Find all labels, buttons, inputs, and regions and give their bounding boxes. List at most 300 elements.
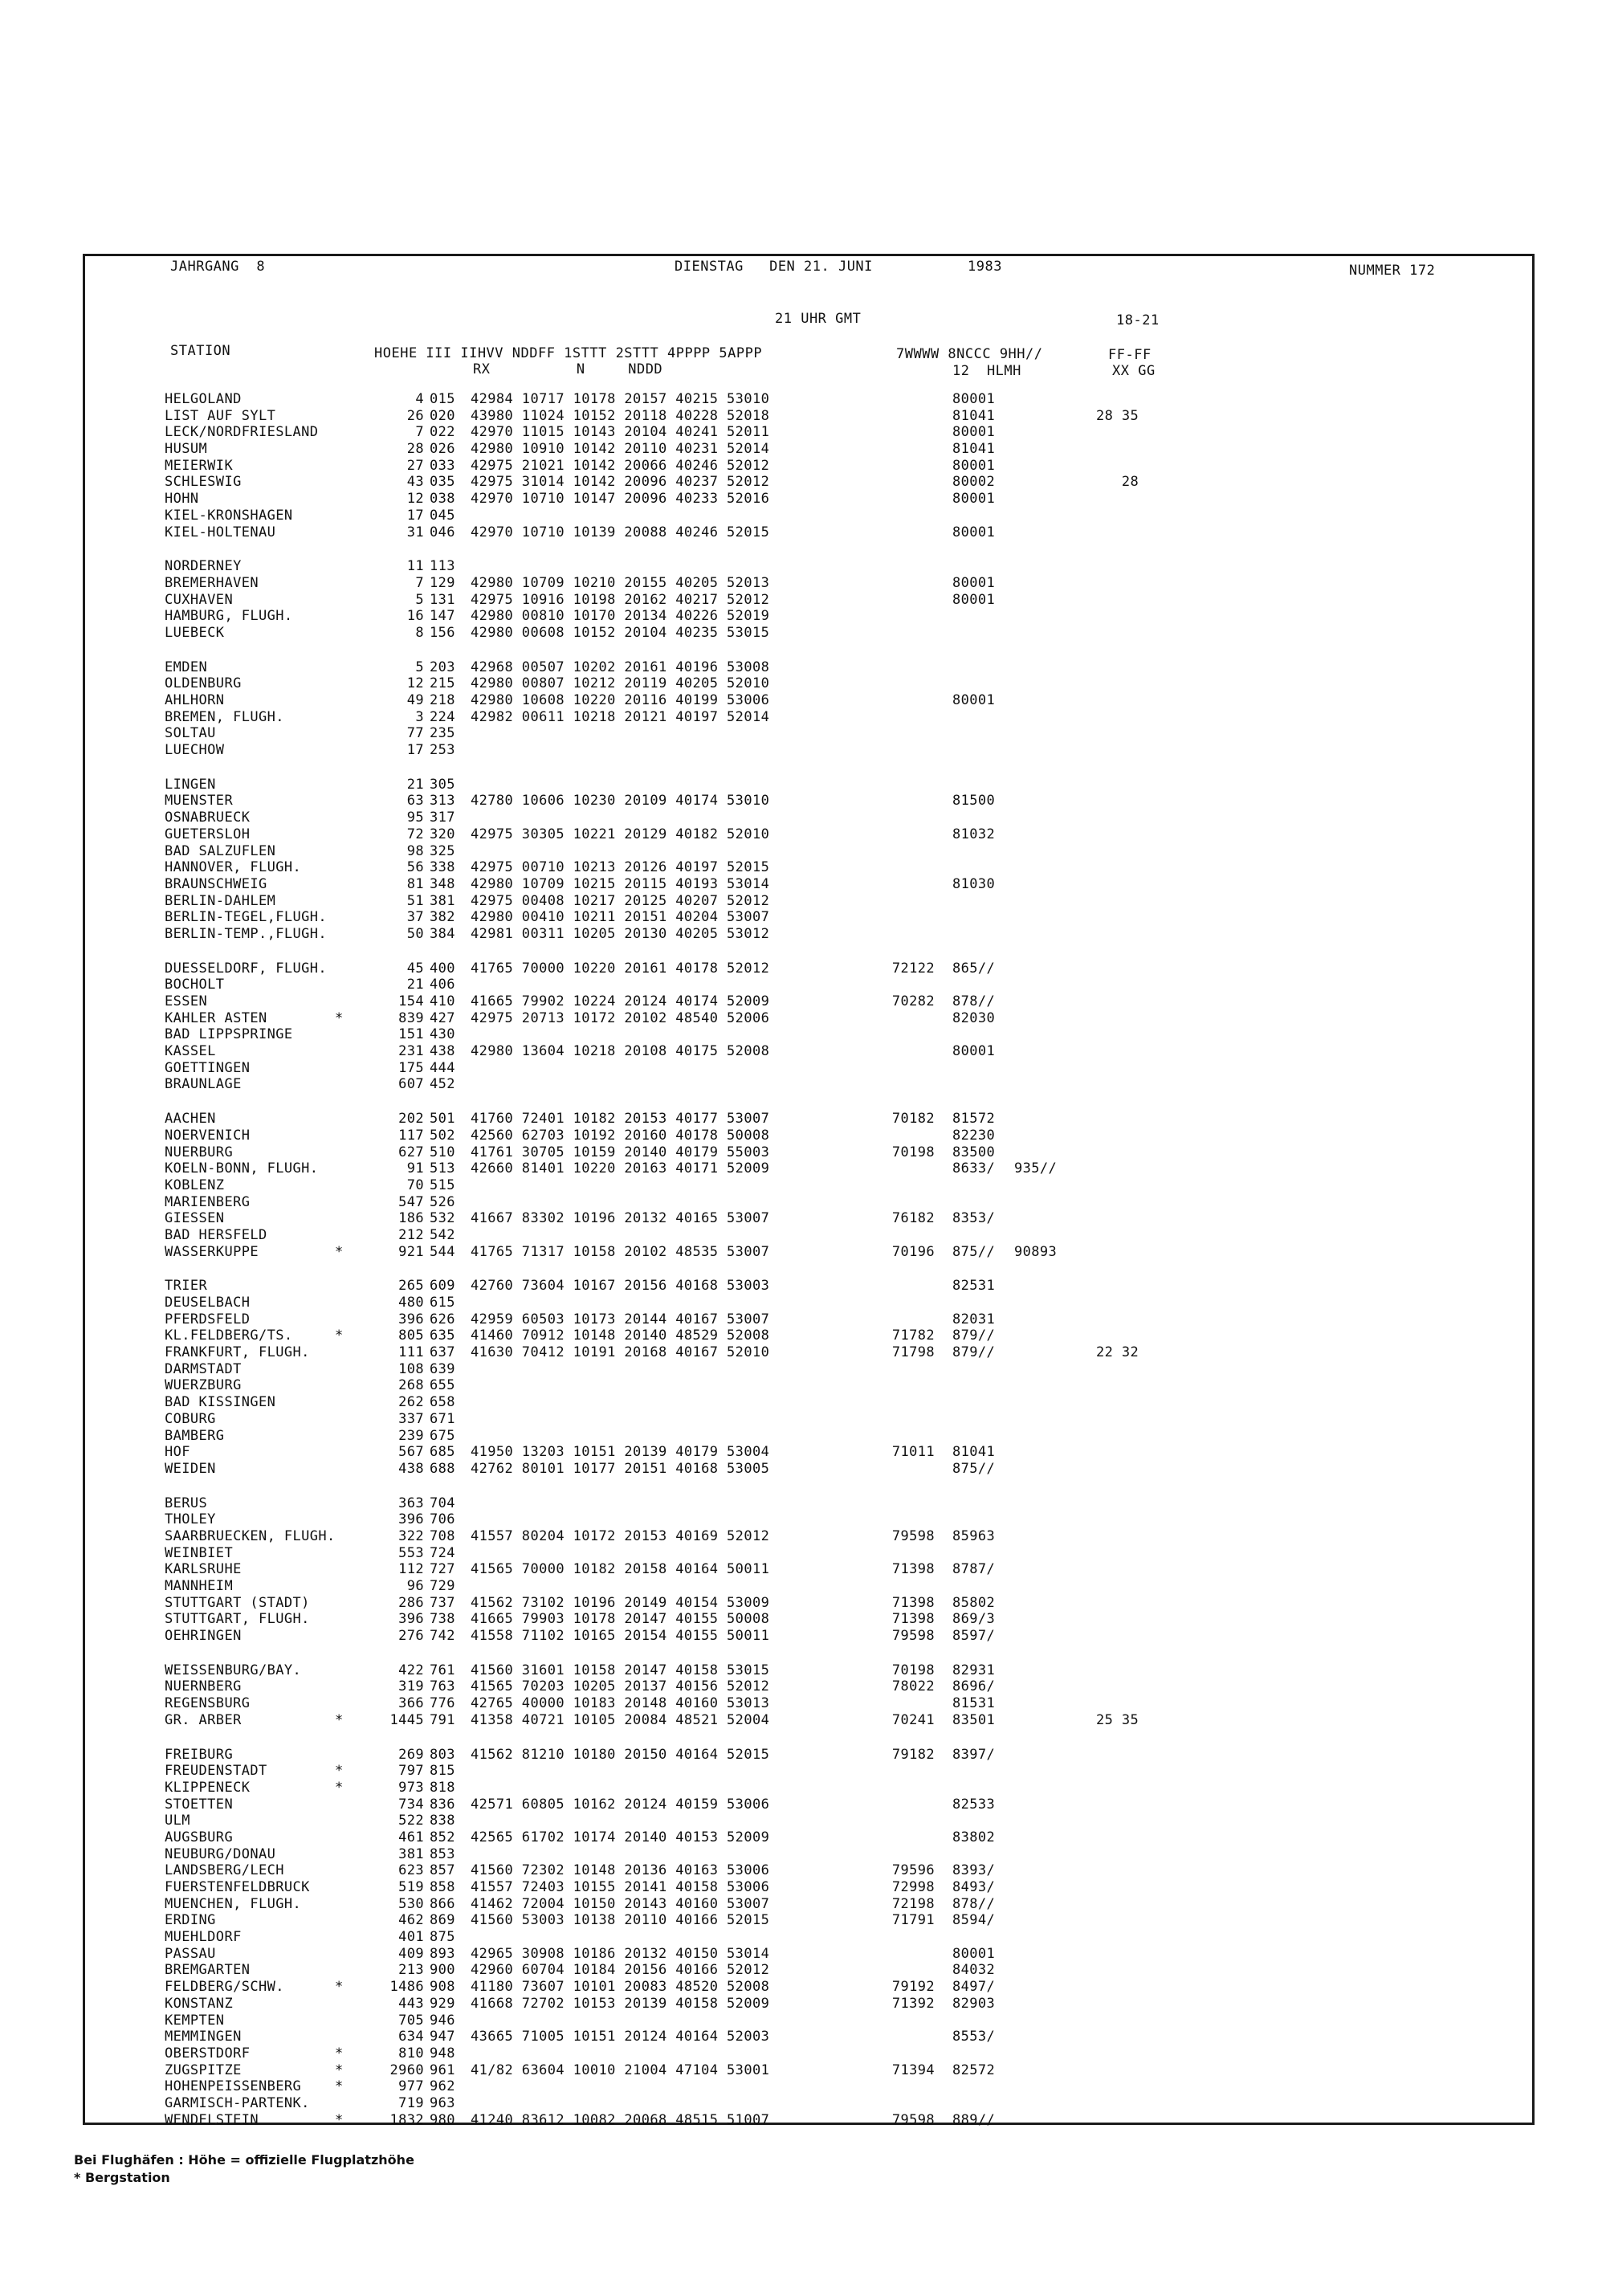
station-height: 7 <box>415 574 424 591</box>
observation-groups: 42975 00408 10217 20125 40207 52012 <box>471 892 770 909</box>
station-name: PFERDSFELD <box>165 1311 251 1327</box>
weather-group: 70196 <box>891 1243 935 1260</box>
station-height: 8 <box>415 624 424 641</box>
table-row <box>0 474 1606 491</box>
table-row <box>0 491 1606 508</box>
table-row <box>0 1210 1606 1227</box>
table-row <box>0 859 1606 876</box>
wind-gust: 25 35 <box>1096 1711 1139 1728</box>
cloud-group: 82572 <box>952 2062 996 2078</box>
observation-groups: 41560 31601 10158 20147 40158 53015 <box>471 1662 770 1678</box>
station-name: HANNOVER, FLUGH. <box>165 859 302 876</box>
station-name: STOETTEN <box>165 1796 234 1813</box>
station-index: 444 <box>430 1059 455 1076</box>
station-index: 382 <box>430 909 455 926</box>
station-name: MUENSTER <box>165 793 234 810</box>
station-name: REGENSBURG <box>165 1695 251 1712</box>
station-name: STUTTGART (STADT) <box>165 1594 310 1611</box>
station-name: NORDERNEY <box>165 558 242 575</box>
station-height: 409 <box>398 1945 424 1962</box>
observation-groups: 42975 10916 10198 20162 40217 52012 <box>471 591 770 608</box>
table-row <box>0 2112 1606 2129</box>
station-index: 961 <box>430 2062 455 2078</box>
station-name: COBURG <box>165 1410 216 1427</box>
station-height: 977 <box>398 2078 424 2095</box>
observation-groups: 42960 60704 10184 20156 40166 52012 <box>471 1962 770 1979</box>
weather-group: 79596 <box>891 1862 935 1879</box>
station-index: 131 <box>430 591 455 608</box>
observation-groups: 42980 00410 10211 20151 40204 53007 <box>471 909 770 926</box>
station-height: 202 <box>398 1111 424 1128</box>
observation-groups: 41558 71102 10165 20154 40155 50011 <box>471 1628 770 1645</box>
station-name: ERDING <box>165 1912 216 1929</box>
table-row <box>0 1444 1606 1461</box>
station-index: 963 <box>430 2094 455 2111</box>
cloud-group: 875// <box>952 1243 996 1260</box>
station-height: 567 <box>398 1444 424 1461</box>
cloud-group: 82903 <box>952 1995 996 2012</box>
station-name: NUERBURG <box>165 1144 234 1160</box>
station-name: BREMEN, FLUGH. <box>165 708 284 725</box>
station-height: 396 <box>398 1511 424 1528</box>
table-row <box>0 1244 1606 1261</box>
station-name: FREUDENSTADT <box>165 1763 267 1780</box>
station-name: BREMGARTEN <box>165 1962 251 1979</box>
table-row <box>0 777 1606 793</box>
observation-groups: 42980 00807 10212 20119 40205 52010 <box>471 675 770 692</box>
station-name: MARIENBERG <box>165 1193 251 1210</box>
station-index: 452 <box>430 1076 455 1093</box>
cloud-group: 82533 <box>952 1796 996 1813</box>
station-height: 72 <box>406 826 424 842</box>
group-separator <box>0 1645 1606 1662</box>
table-row <box>0 1495 1606 1512</box>
station-name: AACHEN <box>165 1111 216 1128</box>
station-height: 480 <box>398 1295 424 1311</box>
station-height: 3 <box>415 708 424 725</box>
table-row <box>0 1128 1606 1144</box>
station-index: 639 <box>430 1360 455 1377</box>
cloud-group: 865// <box>952 960 996 977</box>
table-row <box>0 1813 1606 1829</box>
station-height: 213 <box>398 1962 424 1979</box>
cloud-group: 81030 <box>952 875 996 892</box>
table-row <box>0 1076 1606 1093</box>
station-height: 438 <box>398 1460 424 1477</box>
station-name: LECK/NORDFRIESLAND <box>165 424 319 441</box>
station-name: MANNHEIM <box>165 1578 234 1594</box>
station-index: 858 <box>430 1879 455 1895</box>
weather-group: 71791 <box>891 1912 935 1929</box>
observation-groups: 41765 70000 10220 20161 40178 52012 <box>471 960 770 977</box>
table-row <box>0 1829 1606 1846</box>
station-height: 77 <box>406 725 424 742</box>
observation-groups: 42762 80101 10177 20151 40168 53005 <box>471 1460 770 1477</box>
station-index: 033 <box>430 457 455 474</box>
station-name: BAMBERG <box>165 1427 225 1444</box>
table-row <box>0 1394 1606 1411</box>
col-ff-sub: XX GG <box>1112 363 1156 379</box>
mountain-marker: * <box>335 1779 344 1796</box>
station-name: NOERVENICH <box>165 1127 251 1144</box>
station-height: 108 <box>398 1360 424 1377</box>
station-name: DUESSELDORF, FLUGH. <box>165 960 328 977</box>
weather-group: 76182 <box>891 1210 935 1227</box>
date: DIENSTAG DEN 21. JUNI <box>675 259 873 275</box>
station-height: 31 <box>406 524 424 540</box>
weather-group: 71394 <box>891 2062 935 2078</box>
station-index: 020 <box>430 407 455 424</box>
station-index: 224 <box>430 708 455 725</box>
table-row <box>0 1862 1606 1879</box>
col-main-sub: RX N NDDD <box>473 361 663 377</box>
observation-groups: 42975 31014 10142 20096 40237 52012 <box>471 474 770 491</box>
cloud-group: 81531 <box>952 1695 996 1712</box>
station-name: KASSEL <box>165 1043 216 1060</box>
station-name: FRANKFURT, FLUGH. <box>165 1344 310 1361</box>
station-name: WASSERKUPPE <box>165 1243 259 1260</box>
observation-groups: 42760 73604 10167 20156 40168 53003 <box>471 1278 770 1295</box>
cloud-group: 82931 <box>952 1662 996 1678</box>
station-height: 623 <box>398 1862 424 1879</box>
station-index: 501 <box>430 1111 455 1128</box>
station-height: 319 <box>398 1678 424 1695</box>
mountain-marker: * <box>335 1243 344 1260</box>
observation-groups: 42980 10608 10220 20116 40199 53006 <box>471 692 770 708</box>
station-index: 893 <box>430 1945 455 1962</box>
table-row <box>0 1912 1606 1929</box>
station-height: 973 <box>398 1779 424 1796</box>
table-row <box>0 1177 1606 1194</box>
station-height: 175 <box>398 1059 424 1076</box>
table-row <box>0 977 1606 993</box>
observation-groups: 41668 72702 10153 20139 40158 52009 <box>471 1995 770 2012</box>
group-separator <box>0 943 1606 960</box>
cloud-group: 869/3 <box>952 1611 996 1628</box>
station-name: NUERNBERG <box>165 1678 242 1695</box>
table-row <box>0 608 1606 625</box>
station-index: 046 <box>430 524 455 540</box>
observation-groups: 42571 60805 10162 20124 40159 53006 <box>471 1796 770 1813</box>
station-index: 147 <box>430 608 455 625</box>
cloud-group: 8594/ <box>952 1912 996 1929</box>
table-row <box>0 424 1606 441</box>
table-row <box>0 1946 1606 1963</box>
table-row <box>0 1461 1606 1478</box>
table-row <box>0 692 1606 709</box>
station-height: 70 <box>406 1177 424 1193</box>
station-index: 708 <box>430 1527 455 1544</box>
station-name: KLIPPENECK <box>165 1779 251 1796</box>
table-row <box>0 1962 1606 1979</box>
station-name: FUERSTENFELDBRUCK <box>165 1879 310 1895</box>
observation-groups: 42970 10710 10139 20088 40246 52015 <box>471 524 770 540</box>
table-row <box>0 1611 1606 1628</box>
table-row <box>0 1979 1606 1996</box>
table-row <box>0 725 1606 742</box>
mountain-marker: * <box>335 1009 344 1026</box>
station-height: 112 <box>398 1561 424 1578</box>
station-height: 337 <box>398 1410 424 1427</box>
station-height: 1486 <box>389 1979 424 1996</box>
table-row <box>0 793 1606 810</box>
station-height: 50 <box>406 925 424 942</box>
station-name: KOBLENZ <box>165 1177 225 1193</box>
station-height: 530 <box>398 1895 424 1912</box>
weather-group: 71392 <box>891 1995 935 2012</box>
wind-gust: 28 35 <box>1096 407 1139 424</box>
weather-group: 70241 <box>891 1711 935 1728</box>
station-height: 21 <box>406 776 424 793</box>
station-height: 797 <box>398 1763 424 1780</box>
station-name: BERLIN-TEGEL,FLUGH. <box>165 909 328 926</box>
station-name: MEIERWIK <box>165 457 234 474</box>
station-height: 381 <box>398 1845 424 1862</box>
observation-groups: 42660 81401 10220 20163 40171 52009 <box>471 1160 770 1177</box>
station-height: 461 <box>398 1829 424 1845</box>
cloud-group: 81041 <box>952 441 996 458</box>
col-extra: 7WWWW 8NCCC 9HH// <box>896 346 1043 362</box>
observation-groups: 41950 13203 10151 20139 40179 53004 <box>471 1444 770 1461</box>
station-name: SCHLESWIG <box>165 474 242 491</box>
observation-groups: 42975 00710 10213 20126 40197 52015 <box>471 859 770 876</box>
station-index: 430 <box>430 1026 455 1043</box>
station-index: 542 <box>430 1226 455 1243</box>
station-name: KARLSRUHE <box>165 1561 242 1578</box>
station-name: EMDEN <box>165 659 208 675</box>
station-index: 761 <box>430 1662 455 1678</box>
station-name: HOF <box>165 1444 190 1461</box>
station-index: 706 <box>430 1511 455 1528</box>
observation-groups: 41562 73102 10196 20149 40154 53009 <box>471 1594 770 1611</box>
station-height: 26 <box>406 407 424 424</box>
table-row <box>0 625 1606 642</box>
table-row <box>0 1879 1606 1896</box>
station-index: 532 <box>430 1210 455 1227</box>
station-name: LIST AUF SYLT <box>165 407 276 424</box>
mountain-marker: * <box>335 1711 344 1728</box>
station-height: 81 <box>406 875 424 892</box>
station-index: 045 <box>430 507 455 524</box>
observation-groups: 42980 00608 10152 20104 40235 53015 <box>471 624 770 641</box>
cloud-group: 80001 <box>952 591 996 608</box>
table-row <box>0 659 1606 676</box>
table-row <box>0 524 1606 541</box>
station-name: OEHRINGEN <box>165 1628 242 1645</box>
station-name: LANDSBERG/LECH <box>165 1862 284 1879</box>
station-name: MUEHLDORF <box>165 1929 242 1946</box>
group-separator <box>0 540 1606 558</box>
weather-group: 71398 <box>891 1561 935 1578</box>
cloud-group: 82030 <box>952 1009 996 1026</box>
station-index: 015 <box>430 391 455 407</box>
station-height: 363 <box>398 1495 424 1511</box>
station-name: MUENCHEN, FLUGH. <box>165 1895 302 1912</box>
table-row <box>0 909 1606 926</box>
station-height: 49 <box>406 692 424 708</box>
weather-group: 72198 <box>891 1895 935 1912</box>
station-name: WEINBIET <box>165 1544 234 1561</box>
observation-groups: 42765 40000 10183 20148 40160 53013 <box>471 1695 770 1712</box>
station-height: 91 <box>406 1160 424 1177</box>
station-index: 609 <box>430 1278 455 1295</box>
station-index: 875 <box>430 1929 455 1946</box>
station-name: HELGOLAND <box>165 391 242 407</box>
cloud-group: 878// <box>952 993 996 1009</box>
col-extra-sub: 12 HLMH <box>952 363 1021 379</box>
station-height: 607 <box>398 1076 424 1093</box>
station-name: BAD KISSINGEN <box>165 1394 276 1411</box>
table-row <box>0 1628 1606 1645</box>
observation-groups: 42965 30908 10186 20132 40150 53014 <box>471 1945 770 1962</box>
table-row <box>0 2095 1606 2112</box>
station-height: 27 <box>406 457 424 474</box>
station-index: 526 <box>430 1193 455 1210</box>
cloud-group: 80001 <box>952 574 996 591</box>
station-name: GOETTINGEN <box>165 1059 251 1076</box>
station-height: 1832 <box>389 2111 424 2128</box>
observation-groups: 42984 10717 10178 20157 40215 53010 <box>471 391 770 407</box>
station-height: 268 <box>398 1377 424 1394</box>
weather-group: 71798 <box>891 1344 935 1361</box>
station-height: 45 <box>406 960 424 977</box>
observation-groups: 41565 70203 10205 20137 40156 52012 <box>471 1678 770 1695</box>
cloud-group: 875// <box>952 1460 996 1477</box>
station-name: BAD SALZUFLEN <box>165 842 276 859</box>
station-index: 410 <box>430 993 455 1009</box>
table-row <box>0 1295 1606 1311</box>
table-row <box>0 1043 1606 1060</box>
station-name: OBERSTDORF <box>165 2045 251 2062</box>
station-index: 026 <box>430 441 455 458</box>
station-index: 727 <box>430 1561 455 1578</box>
station-index: 866 <box>430 1895 455 1912</box>
station-index: 929 <box>430 1995 455 2012</box>
observation-groups: 42981 00311 10205 20130 40205 53012 <box>471 925 770 942</box>
cloud-group: 8493/ <box>952 1879 996 1895</box>
station-height: 5 <box>415 591 424 608</box>
cloud-group: 83501 <box>952 1711 996 1728</box>
observation-groups: 41565 70000 10182 20158 40164 50011 <box>471 1561 770 1578</box>
col-ff: FF-FF <box>1108 347 1152 363</box>
station-height: 322 <box>398 1527 424 1544</box>
mountain-marker: * <box>335 1327 344 1344</box>
table-row <box>0 1578 1606 1595</box>
observation-groups: 41761 30705 10159 20140 40179 55003 <box>471 1144 770 1160</box>
weather-group: 71782 <box>891 1327 935 1344</box>
table-row <box>0 1545 1606 1562</box>
table-row <box>0 1227 1606 1244</box>
table-row <box>0 1796 1606 1813</box>
observation-groups: 41557 72403 10155 20141 40158 53006 <box>471 1879 770 1895</box>
cloud-height-group: 935// <box>1014 1160 1058 1177</box>
observation-groups: 42975 30305 10221 20129 40182 52010 <box>471 826 770 842</box>
station-height: 705 <box>398 2012 424 2029</box>
observation-groups: 41358 40721 10105 20084 48521 52004 <box>471 1711 770 1728</box>
station-index: 235 <box>430 725 455 742</box>
table-row <box>0 1561 1606 1578</box>
table-row <box>0 391 1606 408</box>
station-index: 908 <box>430 1979 455 1996</box>
table-row <box>0 1377 1606 1394</box>
table-row <box>0 2013 1606 2029</box>
cloud-group: 80001 <box>952 491 996 508</box>
table-row <box>0 2029 1606 2045</box>
station-index: 803 <box>430 1746 455 1763</box>
table-row <box>0 826 1606 843</box>
observation-groups: 42970 10710 10147 20096 40233 52016 <box>471 491 770 508</box>
table-row <box>0 1695 1606 1712</box>
cloud-group: 81041 <box>952 1444 996 1461</box>
station-height: 12 <box>406 675 424 692</box>
station-index: 156 <box>430 624 455 641</box>
station-height: 422 <box>398 1662 424 1678</box>
cloud-group: 82531 <box>952 1278 996 1295</box>
table-row <box>0 558 1606 575</box>
station-index: 655 <box>430 1377 455 1394</box>
station-height: 16 <box>406 608 424 625</box>
station-height: 56 <box>406 859 424 876</box>
table-row <box>0 1411 1606 1428</box>
cloud-group: 80001 <box>952 1043 996 1060</box>
station-name: GIESSEN <box>165 1210 225 1227</box>
station-index: 737 <box>430 1594 455 1611</box>
cloud-group: 85802 <box>952 1594 996 1611</box>
station-index: 203 <box>430 659 455 675</box>
table-row <box>0 1511 1606 1528</box>
station-index: 626 <box>430 1311 455 1327</box>
station-height: 7 <box>415 424 424 441</box>
table-row <box>0 1595 1606 1612</box>
station-index: 338 <box>430 859 455 876</box>
station-height: 547 <box>398 1193 424 1210</box>
station-index: 742 <box>430 1628 455 1645</box>
observation-time: 21 UHR GMT <box>775 311 862 327</box>
station-index: 305 <box>430 776 455 793</box>
station-name: OLDENBURG <box>165 675 242 692</box>
group-separator <box>0 1260 1606 1278</box>
station-height: 111 <box>398 1344 424 1361</box>
station-name: AUGSBURG <box>165 1829 234 1845</box>
cloud-group: 8397/ <box>952 1746 996 1763</box>
station-height: 734 <box>398 1796 424 1813</box>
station-height: 17 <box>406 507 424 524</box>
station-name: HAMBURG, FLUGH. <box>165 608 293 625</box>
table-row <box>0 926 1606 943</box>
col-main: HOEHE III IIHVV NDDFF 1STTT 2STTT 4PPPP 5APPP <box>374 345 763 361</box>
station-index: 218 <box>430 692 455 708</box>
station-name: BERLIN-DAHLEM <box>165 892 276 909</box>
station-height: 96 <box>406 1578 424 1594</box>
station-name: LUEBECK <box>165 624 225 641</box>
table-row <box>0 810 1606 826</box>
station-height: 28 <box>406 441 424 458</box>
cloud-group: 8633/ <box>952 1160 996 1177</box>
weather-group: 72122 <box>891 960 935 977</box>
table-row <box>0 1160 1606 1177</box>
weather-group: 72998 <box>891 1879 935 1895</box>
station-name: BRAUNLAGE <box>165 1076 242 1093</box>
cloud-group: 80001 <box>952 692 996 708</box>
station-index: 253 <box>430 742 455 759</box>
table-row <box>0 843 1606 860</box>
table-row <box>0 960 1606 977</box>
station-name: CUXHAVEN <box>165 591 234 608</box>
table-row <box>0 1194 1606 1211</box>
station-height: 627 <box>398 1144 424 1160</box>
station-index: 615 <box>430 1295 455 1311</box>
station-index: 776 <box>430 1695 455 1712</box>
